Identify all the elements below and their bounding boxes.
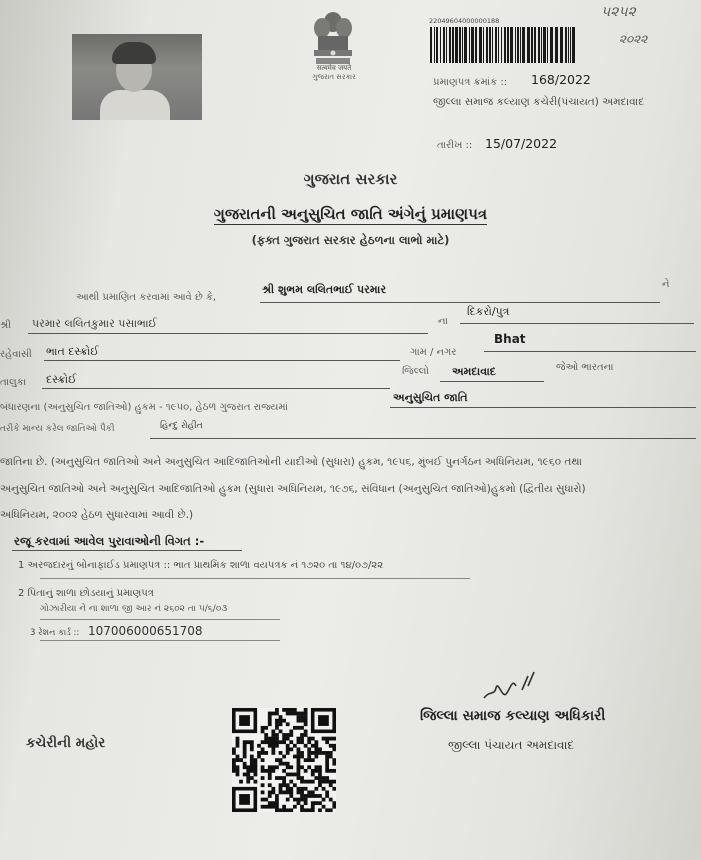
issue-date: 15/07/2022 bbox=[485, 136, 558, 151]
certificate-purpose: (ફક્ત ગુજરાત સરકાર હેઠળના લાભો માટે) bbox=[251, 233, 450, 247]
evidence-item-1: 1 અરજદારનું બોનાફાઈડ પ્રમાણપત્ર :: ભાત પ્રાથમિક શાળા વયપત્રક નં ૧૭૨૦ તા ૧૪/૦૭/૨૨ bbox=[18, 560, 384, 571]
evidence-item-3-prefix: 3 રેશન કાર્ડ :: bbox=[30, 628, 80, 638]
india-text: જેઓ ભારતના bbox=[556, 362, 614, 373]
evidence-heading: રજૂ કરવામાં આવેલ પુરાવાઓની વિગત :- bbox=[14, 534, 205, 548]
emblem-caption-2: ગુજરાત સરકાર bbox=[312, 73, 356, 81]
handwritten-number: ૫૨૫૨ bbox=[601, 4, 636, 20]
ration-card-number: 107006000651708 bbox=[88, 624, 203, 638]
certificate-number: 168/2022 bbox=[531, 72, 591, 87]
caste-category: અનુસુચિત જાતિ bbox=[393, 391, 468, 404]
certificate-title: ગુજરાતની અનુસુચિત જાતિ અંગેનું પ્રમાણપત્ર bbox=[213, 205, 488, 223]
issuing-office: જીલ્લા સમાજ કલ્યાણ કચેરી(પંચાયત) અમદાવાદ bbox=[433, 96, 645, 108]
government-title: ગુજરાત સરકાર bbox=[303, 170, 398, 188]
applicant-name: શ્રી શુભમ લલિતભાઈ પરમાર bbox=[262, 283, 387, 296]
certify-label: આથી પ્રમાણિત કરવામાં આવે છે કે, bbox=[76, 292, 217, 303]
na-label: ના bbox=[438, 316, 448, 327]
shri-prefix: શ્રી bbox=[0, 320, 12, 331]
applicant-photo bbox=[72, 34, 202, 120]
certificate-page: सत्यमेव जयते ગુજરાત સરકાર 22049604000000188 ૫૨૫૨ ૨૦૨૨ પ્રમાણપત્ર ક્રમાંક :: 168/2022 જીલ્લા સમાજ કલ્યાણ કચેરી(પંચાયત) અમદાવાદ તારીખ :: 15/07/2022 ગુજરાત સરકાર ગુજરાતની અનુસુચિત જાતિ અંગેનું પ્રમાણપત્ર (ફક્ત ગુજરાત સરકાર હેઠળના લાભો માટે) આથી પ્રમાણિત કરવામાં આવે છે કે, શ્રી શુભમ લલિતભાઈ પરમાર ને શ્રી પરમાર લલિતકુમાર પસાભાઈ ના દિકરો/પુત્ર રહેવાસી ભાત દસ્ક્રોઈ ગામ / નગર Bhat તાલુકા દસ્ક્રોઈ જિલ્લો અમદાવાદ જેઓ ભારતના બંધારણના (અનુસુચિત જાતિઓ) હુકમ - ૧૯૫૦, હેઠળ ગુજરાત રાજ્યમાં અનુસુચિત જાતિ તરીકે માન્ય કરેલ જાતિઓ પૈકી હિન્દુ રોહીત જાતિના છે. (અનુસુચિત જાતિઓ અને અનુસુચિત આદિજાતિઓની યાદીઓ (સુધારા) હુકમ, ૧૯૫૬, મુંબઈ પુનર્ગઠન અધિનિયમ, ૧૯૬૦ તથા અનુસુચિત જાતિઓ અને અનુસુચિત આદિજાતિઓ હુકમ (સુધારા અધિનિયમ, ૧૯૭૬, સંવિધાન (અનુસુચિત જાતિઓ)હુકમો (દ્વિતીય સુધારો) અધિનિયમ, ૨૦૦૨ હેઠળ સુધારવામાં આવી છે.) રજૂ કરવામાં આવેલ પુરાવાઓની વિગત :- 1 અરજદારનું બોનાફાઈડ પ્રમાણપત્ર :: ભાત પ્રાથમિક શાળા વયપત્રક નં ૧૭૨૦ તા ૧૪/૦૭/૨૨ 2 પિતાનું શાળા છોડયાનું પ્રમાણપત્ર ગોઝારીયા ને ના શાળા જી આર નં ૨૬૦૨ તા ૫/૬/૦૩ 3 રેશન કાર્ડ :: 107006000651708 કચેરીની મહોર જિલ્લા સમાજ કલ્યાણ અધિકારી જીલ્લા પંચાયત અમદાવાદ bbox=[0, 0, 701, 860]
district-label: જિલ્લો bbox=[402, 366, 429, 377]
para-line-1: જાતિના છે. (અનુસુચિત જાતિઓ અને અનુસુચિત આદિજાતિઓની યાદીઓ (સુધારા) હુકમ, ૧૯૫૬, મુંબઈ પુનર્ગઠન અધિનિયમ, ૧૯૬૦ તથા bbox=[0, 456, 582, 468]
village-label: ગામ / નગર bbox=[410, 347, 457, 358]
father-name: પરમાર લલિતકુમાર પસાભાઈ bbox=[32, 317, 158, 330]
taluka-label: તાલુકા bbox=[0, 377, 27, 388]
evidence-item-2: 2 પિતાનું શાળા છોડયાનું પ્રમાણપત્ર bbox=[18, 588, 154, 599]
date-label: તારીખ :: bbox=[437, 140, 473, 151]
qr-code bbox=[232, 708, 336, 812]
certificate-no-label: પ્રમાણપત્ર ક્રમાંક :: bbox=[433, 77, 508, 88]
officer-title: જિલ્લા સમાજ કલ્યાણ અધિકારી bbox=[420, 708, 606, 724]
barcode-number: 22049604000000188 bbox=[429, 17, 500, 25]
district-name: અમદાવાદ bbox=[452, 365, 496, 378]
office-seal-label: કચેરીની મહોર bbox=[26, 735, 106, 751]
caste-name: હિન્દુ રોહીત bbox=[160, 421, 203, 431]
recognized-text: તરીકે માન્ય કરેલ જાતિઓ પૈકી bbox=[0, 424, 115, 434]
handwritten-year: ૨૦૨૨ bbox=[619, 32, 648, 46]
para-line-2: અનુસુચિત જાતિઓ અને અનુસુચિત આદિજાતિઓ હુકમ (સુધારા અધિનિયમ, ૧૯૭૬, સંવિધાન (અનુસુચિત જાતિઓ)હુકમો (દ્વિતીય સુધારો) bbox=[0, 483, 586, 495]
resident-place: ભાત દસ્ક્રોઈ bbox=[46, 345, 99, 358]
barcode bbox=[430, 27, 578, 63]
para-line-3: અધિનિયમ, ૨૦૦૨ હેઠળ સુધારવામાં આવી છે.) bbox=[0, 509, 194, 521]
taluka-name: દસ્ક્રોઈ bbox=[46, 373, 77, 386]
resident-label: રહેવાસી bbox=[0, 349, 32, 360]
emblem-caption-1: सत्यमेव जयते bbox=[316, 64, 352, 72]
relation: દિકરો/પુત્ર bbox=[467, 305, 510, 318]
village-name: Bhat bbox=[494, 332, 526, 346]
evidence-item-2b: ગોઝારીયા ને ના શાળા જી આર નં ૨૬૦૨ તા ૫/૬/૦૩ bbox=[40, 604, 228, 614]
officer-office: જીલ્લા પંચાયત અમદાવાદ bbox=[448, 738, 575, 752]
state-emblem-icon bbox=[300, 8, 366, 72]
order-text: બંધારણના (અનુસુચિત જાતિઓ) હુકમ - ૧૯૫૦, હેઠળ ગુજરાત રાજ્યમાં bbox=[0, 402, 288, 413]
signature-icon bbox=[476, 668, 556, 706]
